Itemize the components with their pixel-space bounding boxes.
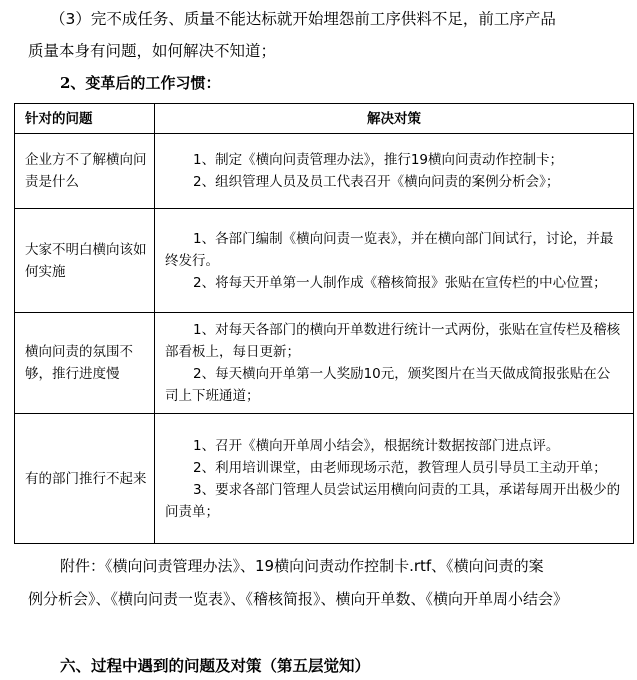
- section-6-heading: 六、过程中遇到的问题及对策（第五层觉知）: [60, 656, 371, 675]
- attachment-line-2: 例分析会》、《横向问责一览表》、《稽核简报》、横向开单数、《横向开单周小结会》: [28, 590, 569, 608]
- solution-cell: [155, 209, 634, 313]
- column-header-solution: 解决对策: [155, 104, 634, 134]
- solution-cell: [155, 313, 634, 414]
- intro-line-2: 质量本身有问题，如何解决不知道；: [28, 42, 277, 60]
- solution-item: 2、组织管理人员及员工代表召开《横向问责的案例分析会》；: [193, 174, 560, 190]
- solution-item: 2、利用培训课堂，由老师现场示范，教管理人员引导员工主动开单；: [193, 459, 607, 476]
- problem-cell: 有的部门推行不起来: [15, 414, 155, 544]
- problem-cell: 横向问责的氛围不够，推行进度慢: [15, 313, 155, 414]
- solution-item: 1、召开《横向开单周小结会》，根据统计数据按部门进点评。: [193, 437, 560, 454]
- solution-item: 2、将每天开单第一人制作成《稽核简报》张贴在宣传栏的中心位置；: [193, 274, 607, 291]
- solution-cell: [155, 134, 634, 209]
- solution-item: 1、制定《横向问责管理办法》，推行19横向问责动作控制卡；: [193, 152, 564, 168]
- solution-item: 3、要求各部门管理人员尝试运用横向问责的工具，承诺每周开出极少的问责单；: [165, 481, 621, 520]
- solution-cell: [155, 414, 634, 544]
- table-row: [15, 134, 634, 209]
- intro-line-1: （3）完不成任务、质量不能达标就开始埋怨前工序供料不足，前工序产品: [50, 10, 556, 28]
- table-header-row: [15, 104, 634, 134]
- table-row: [15, 209, 634, 313]
- problem-cell: 企业方不了解横向问责是什么: [15, 134, 155, 209]
- problem-cell: 大家不明白横向该如何实施: [15, 209, 155, 313]
- solution-table: [14, 103, 634, 544]
- attachment-line-1: 附件：《横向问责管理办法》、19横向问责动作控制卡.rtf、《横向问责的案: [60, 557, 544, 575]
- table-row: [15, 313, 634, 414]
- table-row: [15, 414, 634, 544]
- solution-item: 1、对每天各部门的横向开单数进行统计一式两份，张贴在宣传栏及稽核部看板上，每日更新；: [165, 322, 621, 360]
- section-2-heading: 2、变革后的工作习惯：: [60, 74, 221, 92]
- solution-item: 2、每天横向开单第一人奖励10元，颁奖图片在当天做成简报张贴在公司上下班通道；: [165, 366, 611, 404]
- column-header-problem: 针对的问题: [15, 104, 155, 134]
- solution-item: 1、各部门编制《横向问责一览表》，并在横向部门间试行，讨论，并最终发行。: [165, 230, 614, 269]
